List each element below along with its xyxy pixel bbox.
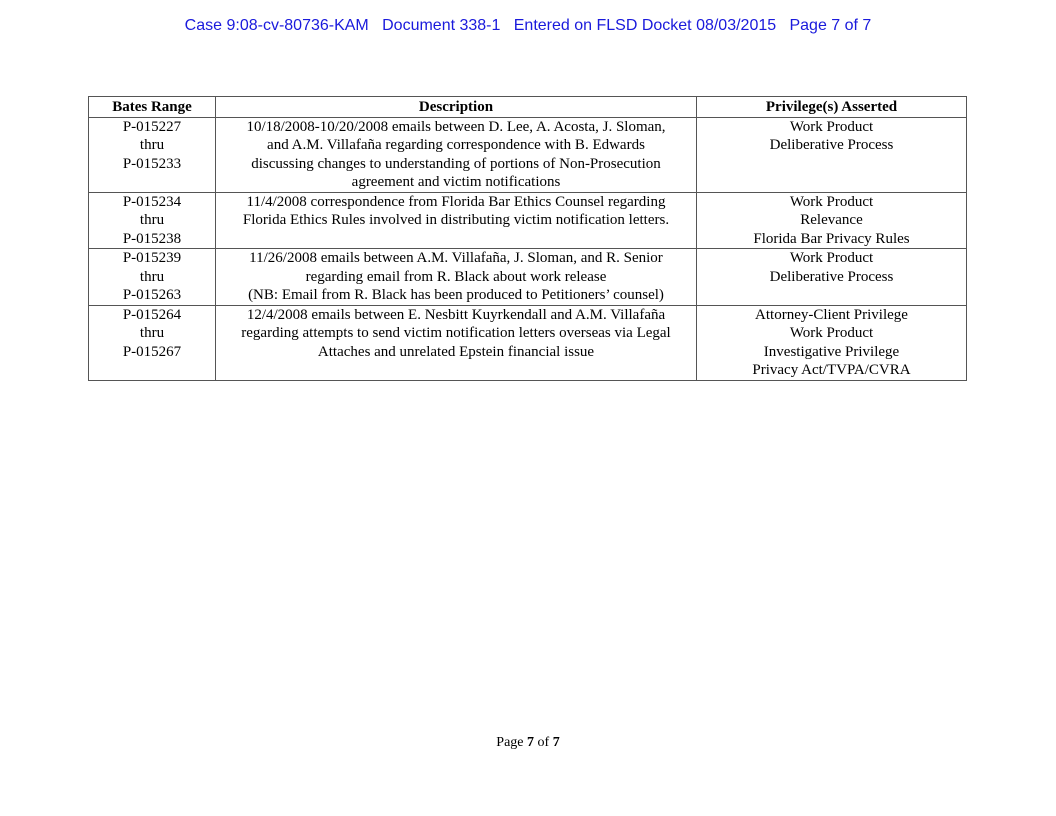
privilege-item: Investigative Privilege <box>763 343 900 360</box>
privilege-item: Deliberative Process <box>769 137 894 153</box>
privilege-item: Relevance <box>800 212 863 228</box>
bates-thru: thru <box>139 212 165 228</box>
description-line: 11/26/2008 emails between A.M. Villafaña, J. Sloman, and R. Senior <box>249 250 663 266</box>
description-line: regarding attempts to send victim notification letters overseas via Legal <box>241 325 671 341</box>
description-line: 11/4/2008 correspondence from Florida Bar Ethics Counsel regarding <box>246 193 666 210</box>
description-cell <box>216 192 697 249</box>
bates-range-cell <box>89 249 216 306</box>
description-line: and A.M. Villafaña regarding correspondence with B. Edwards <box>267 137 645 153</box>
footer-current-page: 7 <box>527 735 535 750</box>
footer-of-word: of <box>537 735 550 750</box>
page-footer <box>0 735 1056 751</box>
bates-start: P-015264 <box>122 306 182 323</box>
column-header-privileges: Privilege(s) Asserted <box>697 97 967 118</box>
bates-range-cell <box>89 192 216 249</box>
bates-thru: thru <box>139 325 165 341</box>
bates-end: P-015263 <box>122 287 182 303</box>
description-cell <box>216 249 697 306</box>
case-number: Case 9:08-cv-80736-KAM <box>184 17 369 34</box>
table-header-row <box>89 97 967 118</box>
privilege-item: Privacy Act/TVPA/CVRA <box>752 362 911 378</box>
description-line: discussing changes to understanding of portions of Non-Prosecution <box>251 155 661 172</box>
bates-thru: thru <box>139 268 165 285</box>
court-filing-header <box>0 17 1056 35</box>
bates-start: P-015227 <box>122 118 182 135</box>
privilege-item: Work Product <box>789 118 874 135</box>
privilege-item: Florida Bar Privacy Rules <box>753 230 910 247</box>
table-row <box>89 192 967 249</box>
description-line: regarding email from R. Black about work release <box>305 268 607 285</box>
privileges-cell <box>697 117 967 192</box>
bates-thru: thru <box>139 137 165 153</box>
bates-end: P-015238 <box>122 230 182 247</box>
privilege-item: Work Product <box>789 250 874 266</box>
header-page-number: Page 7 of 7 <box>789 17 872 34</box>
privilege-log-table <box>88 96 967 381</box>
table-row <box>89 117 967 192</box>
bates-end: P-015267 <box>122 343 182 360</box>
privileges-cell <box>697 192 967 249</box>
privileges-cell <box>697 249 967 306</box>
table-row <box>89 249 967 306</box>
bates-start: P-015239 <box>122 250 182 266</box>
privilege-item: Work Product <box>789 193 874 210</box>
column-header-bates-range: Bates Range <box>89 97 216 118</box>
description-line: Attaches and unrelated Epstein financial issue <box>317 343 595 360</box>
bates-end: P-015233 <box>122 155 182 172</box>
docket-entry: Entered on FLSD Docket 08/03/2015 <box>513 17 777 34</box>
table-row <box>89 305 967 380</box>
description-line: 12/4/2008 emails between E. Nesbitt Kuyrkendall and A.M. Villafaña <box>246 306 666 323</box>
privilege-item: Attorney-Client Privilege <box>755 306 908 323</box>
bates-start: P-015234 <box>122 193 182 210</box>
description-line: (NB: Email from R. Black has been produced to Petitioners’ counsel) <box>248 287 664 303</box>
description-line: 10/18/2008-10/20/2008 emails between D. Lee, A. Acosta, J. Sloman, <box>246 118 666 135</box>
description-cell <box>216 305 697 380</box>
privilege-item: Deliberative Process <box>769 268 894 285</box>
bates-range-cell <box>89 117 216 192</box>
description-cell <box>216 117 697 192</box>
footer-total-pages: 7 <box>552 735 560 750</box>
privilege-item: Work Product <box>789 325 874 341</box>
footer-page-word: Page <box>496 735 524 750</box>
bates-range-cell <box>89 305 216 380</box>
description-line: agreement and victim notifications <box>351 174 561 190</box>
document-number: Document 338-1 <box>382 17 501 34</box>
column-header-description: Description <box>216 97 697 118</box>
privileges-cell <box>697 305 967 380</box>
description-line: Florida Ethics Rules involved in distributing victim notification letters. <box>242 212 670 228</box>
